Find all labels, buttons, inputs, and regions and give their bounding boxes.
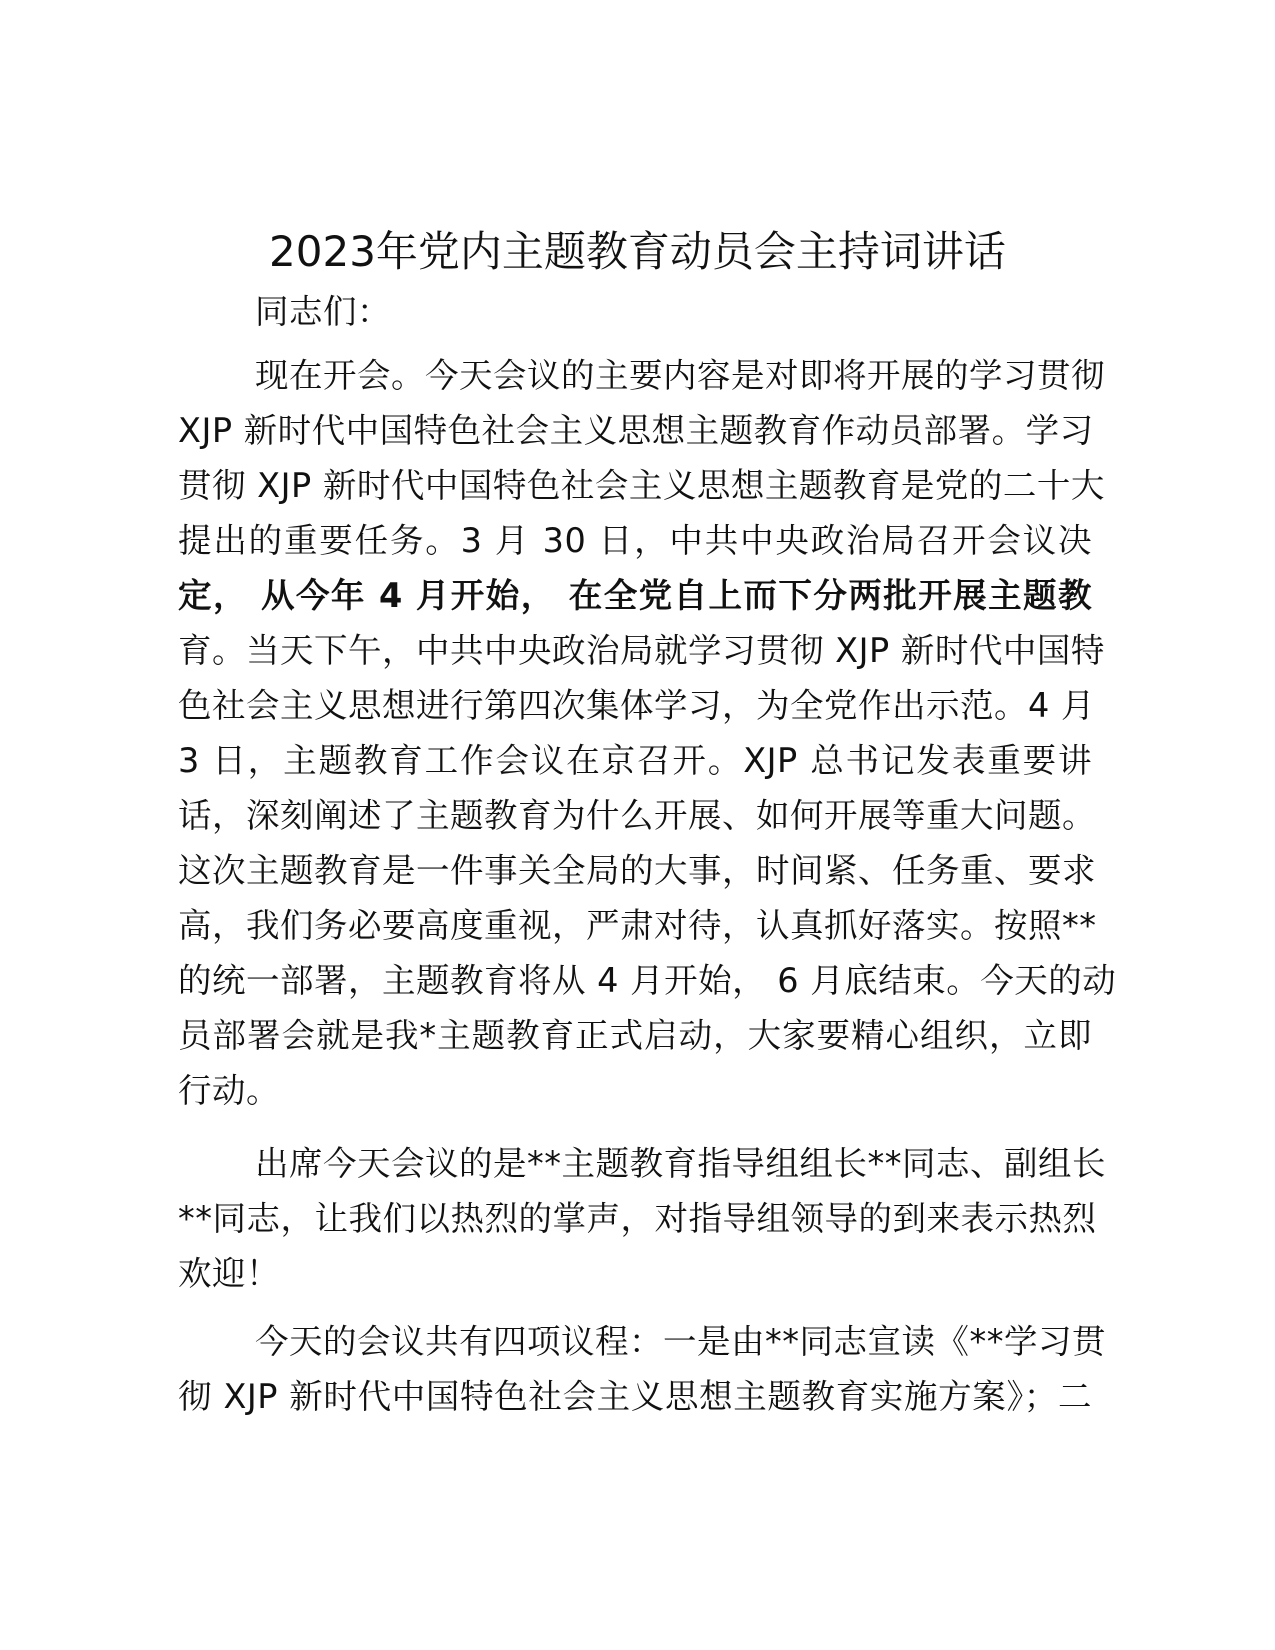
paragraph-line: 育。当天下午，中共中央政治局就学习贯彻 XJP 新时代中国特 — [178, 631, 1105, 670]
paragraph-line: XJP 新时代中国特色社会主义思想主题教育作动员部署。学习 — [178, 411, 1094, 450]
paragraph-line: 贯彻 XJP 新时代中国特色社会主义思想主题教育是党的二十大 — [178, 466, 1105, 505]
paragraph-line: 员部署会就是我*主题教育正式启动，大家要精心组织，立即 — [178, 1016, 1092, 1055]
paragraph-line: 今天的会议共有四项议程：一是由**同志宣读《**学习贯 — [255, 1322, 1106, 1361]
paragraph-line: 的统一部署，主题教育将从 4 月开始， 6 月底结束。今天的动 — [178, 961, 1117, 1000]
paragraph-line: 这次主题教育是一件事关全局的大事，时间紧、任务重、要求 — [178, 851, 1096, 890]
paragraph-line: 欢迎！ — [178, 1254, 280, 1293]
paragraph-line: 提出的重要任务。3 月 30 日，中共中央政治局召开会议决 — [178, 521, 1092, 560]
paragraph-line: 彻 XJP 新时代中国特色社会主义思想主题教育实施方案》；二 — [178, 1377, 1092, 1416]
paragraph-line: 色社会主义思想进行第四次集体学习，为全党作出示范。4 月 — [178, 686, 1095, 725]
paragraph-line: 话，深刻阐述了主题教育为什么开展、如何开展等重大问题。 — [178, 796, 1096, 835]
paragraph-line: 行动。 — [178, 1071, 280, 1110]
paragraph-line: 定， 从今年 4 月开始， 在全党自上而下分两批开展主题教 — [178, 576, 1092, 615]
document-title: 2023年党内主题教育动员会主持词讲话 — [269, 227, 1006, 276]
paragraph-line: 3 日，主题教育工作会议在京召开。XJP 总书记发表重要讲 — [178, 741, 1092, 780]
paragraph-line: 高，我们务必要高度重视，严肃对待，认真抓好落实。按照** — [178, 906, 1097, 945]
paragraph-line: 出席今天会议的是**主题教育指导组组长**同志、副组长 — [255, 1144, 1106, 1183]
salutation: 同志们： — [255, 292, 391, 331]
paragraph-line: **同志，让我们以热烈的掌声，对指导组领导的到来表示热烈 — [178, 1199, 1097, 1238]
paragraph-line: 现在开会。今天会议的主要内容是对即将开展的学习贯彻 — [255, 356, 1105, 395]
